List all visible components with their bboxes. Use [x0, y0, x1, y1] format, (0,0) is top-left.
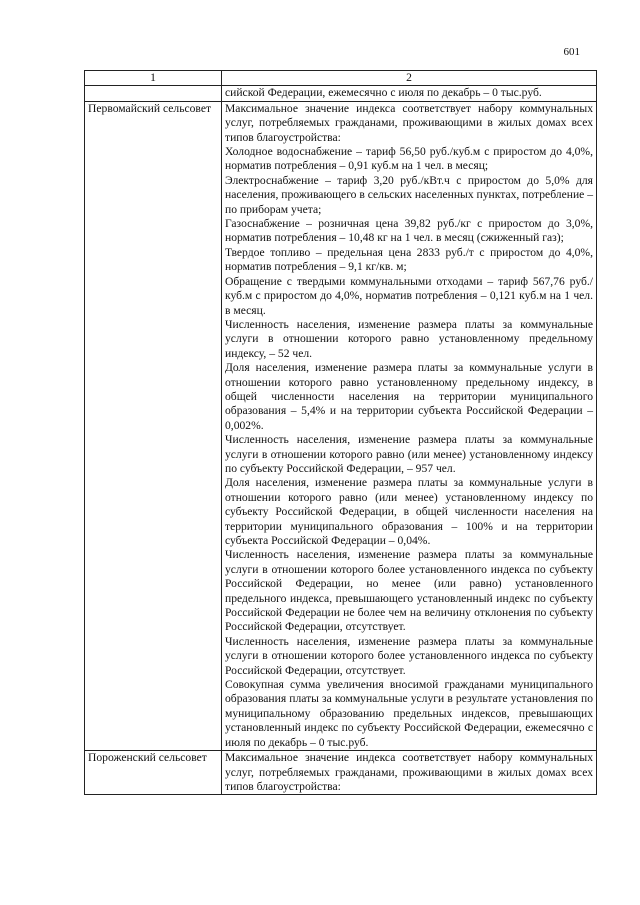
paragraph: Обращение с твердыми коммунальными отходами – тариф 567,76 руб./куб.м с приростом до 4,0%, норматив потребления – 0,121 куб.м на 1 чел. в месяц. [225, 274, 593, 317]
column-header-2: 2 [222, 71, 597, 86]
municipality-name: Пороженский сельсовет [85, 751, 222, 795]
paragraph: Холодное водоснабжение – тариф 56,50 руб./куб.м с приростом до 4,0%, норматив потребления – 0,91 куб.м на 1 чел. в месяц; [225, 145, 593, 173]
table-header-row [85, 71, 597, 86]
paragraph: Твердое топливо – предельная цена 2833 руб./т с приростом до 4,0%, норматив потребления – 9,1 кг/кв. м; [225, 245, 593, 274]
document-table [84, 70, 597, 795]
paragraph: Численность населения, изменение размера платы за коммунальные услуги в отношении которого более установленного индекса по субъекту Российской Федерации, но менее (или равно) установленного предельного индекса, превышающего установленный индекс по субъекту Российской Федерации не более чем на величину отклонения по субъекту Российской Федерации, отсутствует. [225, 548, 593, 634]
empty-cell [85, 86, 222, 101]
column-header-1: 1 [85, 71, 222, 86]
paragraph: Численность населения, изменение размера платы за коммунальные услуги в отношении которого равно установленному предельному индексу, – 52 чел. [225, 317, 593, 360]
page-number: 601 [563, 46, 580, 58]
paragraph: Совокупная сумма увеличения вносимой гражданами муниципального образования платы за коммунальные услуги в результате установления по муниципальному образованию предельных индексов, превышающих установленный индекс по субъекту Российской Федерации, ежемесячно с июля по декабрь – 0 тыс.руб. [225, 678, 593, 749]
paragraph: Максимальное значение индекса соответствует набору коммунальных услуг, потребляемых гражданами, проживающими в жилых домах всех типов благоустройства: [225, 101, 593, 144]
table-row [85, 101, 597, 750]
continuation-cell [222, 86, 597, 101]
paragraph: Максимальное значение индекса соответствует набору коммунальных услуг, потребляемых гражданами, проживающими в жилых домах всех типов благоустройства: [225, 751, 593, 793]
paragraph: Численность населения, изменение размера платы за коммунальные услуги в отношении которого более установленного индекса по субъекту Российской Федерации, отсутствует. [225, 634, 593, 677]
paragraph: Доля населения, изменение размера платы за коммунальные услуги в отношении которого равно (или менее) установленному индексу по субъекту Российской Федерации, в общей численности населения на территории муниципального образования – 100% и на территории субъекта Российской Федерации – 0,04%. [225, 476, 593, 547]
municipality-name: Первомайский сельсовет [85, 101, 222, 750]
continuation-text: сийской Федерации, ежемесячно с июля по декабрь – 0 тыс.руб. [225, 86, 542, 100]
municipality-description [222, 751, 597, 795]
municipality-description [222, 101, 597, 750]
paragraph: Газоснабжение – розничная цена 39,82 руб./кг с приростом до 3,0%, норматив потребления – 10,48 кг на 1 чел. в месяц (сжиженный газ); [225, 217, 593, 245]
paragraph: Электроснабжение – тариф 3,20 руб./кВт.ч с приростом до 5,0% для населения, проживающего в сельских населенных пунктах, потребление – по приборам учета; [225, 173, 593, 216]
paragraph: Доля населения, изменение размера платы за коммунальные услуги в отношении которого равно установленному предельному индексу, в общей численности населения на территории муниципального образования – 5,4% и на территории субъекта Российской Федерации – 0,002%. [225, 361, 593, 432]
table-row-continuation [85, 86, 597, 101]
table-row [85, 751, 597, 795]
paragraph: Численность населения, изменение размера платы за коммунальные услуги в отношении которого равно (или менее) установленному индексу по субъекту Российской Федерации, – 957 чел. [225, 433, 593, 475]
